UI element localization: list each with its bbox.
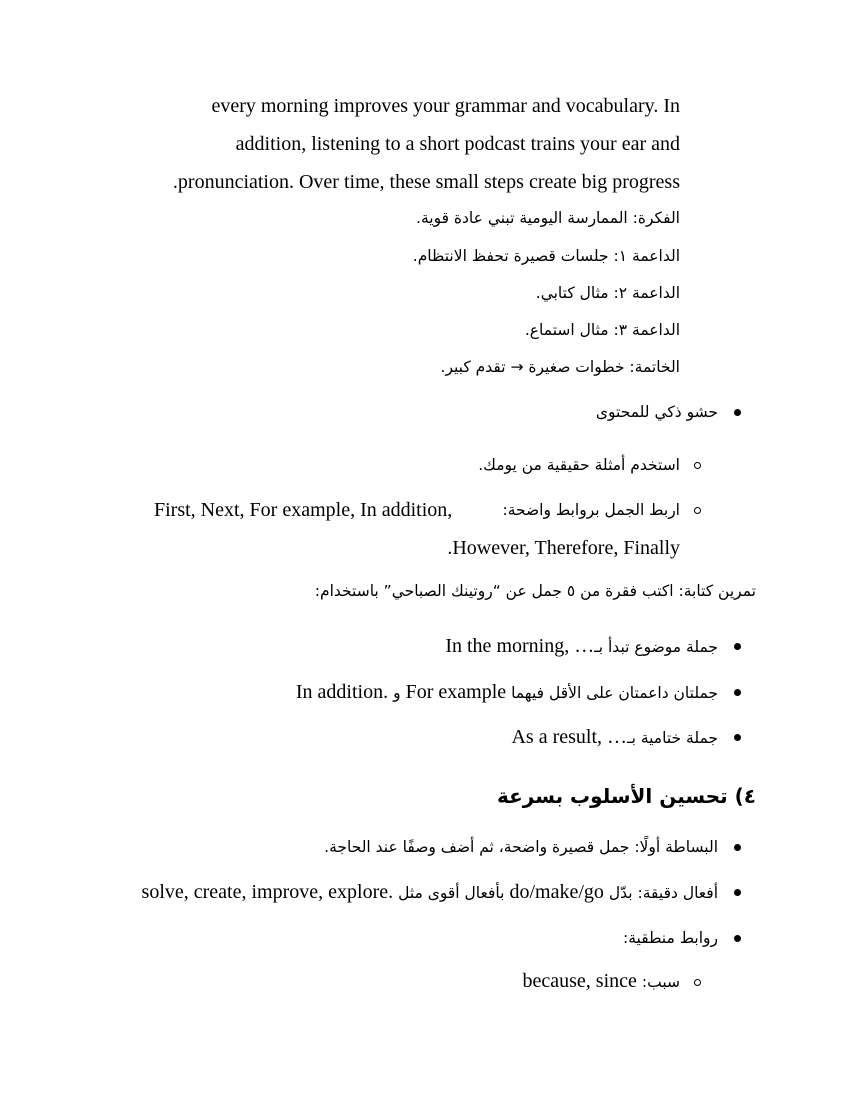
exercise-bullet-2-english-a: For example	[405, 681, 507, 703]
section4-bullet-2-english-a: do/make/go	[509, 881, 604, 903]
exercise-bullet-1	[445, 634, 718, 659]
exercise-bullet-1-english: In the morning, …	[445, 635, 595, 657]
sub-bullet-icon	[694, 979, 701, 986]
paragraph-line-2: addition, listening to a short podcast trains your ear and	[235, 133, 680, 155]
exercise-bullet-3-arabic: جملة ختامية بـ	[627, 729, 718, 747]
bullet-icon	[734, 844, 741, 851]
exercise-bullet-2-english-b: In addition.	[295, 681, 389, 703]
exercise-bullet-2-arabic-b: و	[393, 684, 401, 702]
section4-sub-1-arabic: سبب:	[641, 973, 680, 991]
bullet-icon	[734, 409, 741, 416]
section4-bullet-2-arabic-b: بأفعال أقوى مثل	[398, 884, 505, 902]
exercise-bullet-2	[296, 680, 718, 705]
bullet-icon	[734, 734, 741, 741]
bullet-icon	[734, 935, 741, 942]
smart-fill-sub-1: استخدم أمثلة حقيقية من يومك.	[478, 456, 680, 474]
exercise-bullet-3	[511, 725, 718, 750]
section4-bullet-2-english-b: solve, create, improve, explore.	[141, 881, 394, 903]
outline-support-1: الداعمة ١: جلسات قصيرة تحفظ الانتظام.	[412, 247, 680, 265]
smart-fill-sub-2-english: First, Next, For example, In addition,	[154, 499, 453, 521]
sub-bullet-icon	[694, 462, 701, 469]
outline-support-2: الداعمة ٢: مثال كتابي.	[535, 284, 680, 302]
smart-fill-sub-2-continued: .However, Therefore, Finally	[447, 537, 680, 559]
paragraph-line-1: every morning improves your grammar and vocabulary. In	[211, 95, 680, 117]
outline-support-3: الداعمة ٣: مثال استماع.	[524, 321, 680, 339]
section4-bullet-2-arabic-a: أفعال دقيقة: بدّل	[608, 884, 718, 902]
exercise-bullet-2-arabic-a: جملتان داعمتان على الأقل فيهما	[511, 684, 718, 702]
smart-fill-title: حشو ذكي للمحتوى	[595, 403, 718, 421]
exercise-bullet-3-english: As a result, …	[511, 726, 628, 748]
outline-conclusion: الخاتمة: خطوات صغيرة → تقدم كبير.	[440, 358, 680, 376]
smart-fill-sub-2-arabic: اربط الجمل بروابط واضحة:	[502, 501, 680, 519]
bullet-icon	[734, 643, 741, 650]
section4-sub-1	[523, 969, 681, 994]
bullet-icon	[734, 689, 741, 696]
exercise-intro: تمرين كتابة: اكتب فقرة من ٥ جمل عن “روتينك الصباحي” باستخدام:	[314, 582, 756, 600]
section4-bullet-3: روابط منطقية:	[623, 929, 718, 947]
paragraph-line-3: .pronunciation. Over time, these small steps create big progress	[172, 171, 680, 193]
sub-bullet-icon	[694, 507, 701, 514]
section4-bullet-1: البساطة أولًا: جمل قصيرة واضحة، ثم أضف وصفًا عند الحاجة.	[324, 838, 718, 856]
section4-sub-1-english: because, since	[522, 970, 637, 992]
bullet-icon	[734, 889, 741, 896]
section-heading: ٤) تحسين الأسلوب بسرعة	[497, 784, 756, 808]
section4-bullet-2	[142, 880, 718, 905]
outline-idea: الفكرة: الممارسة اليومية تبني عادة قوية.	[416, 209, 680, 227]
exercise-bullet-1-arabic: جملة موضوع تبدأ بـ	[594, 638, 718, 656]
